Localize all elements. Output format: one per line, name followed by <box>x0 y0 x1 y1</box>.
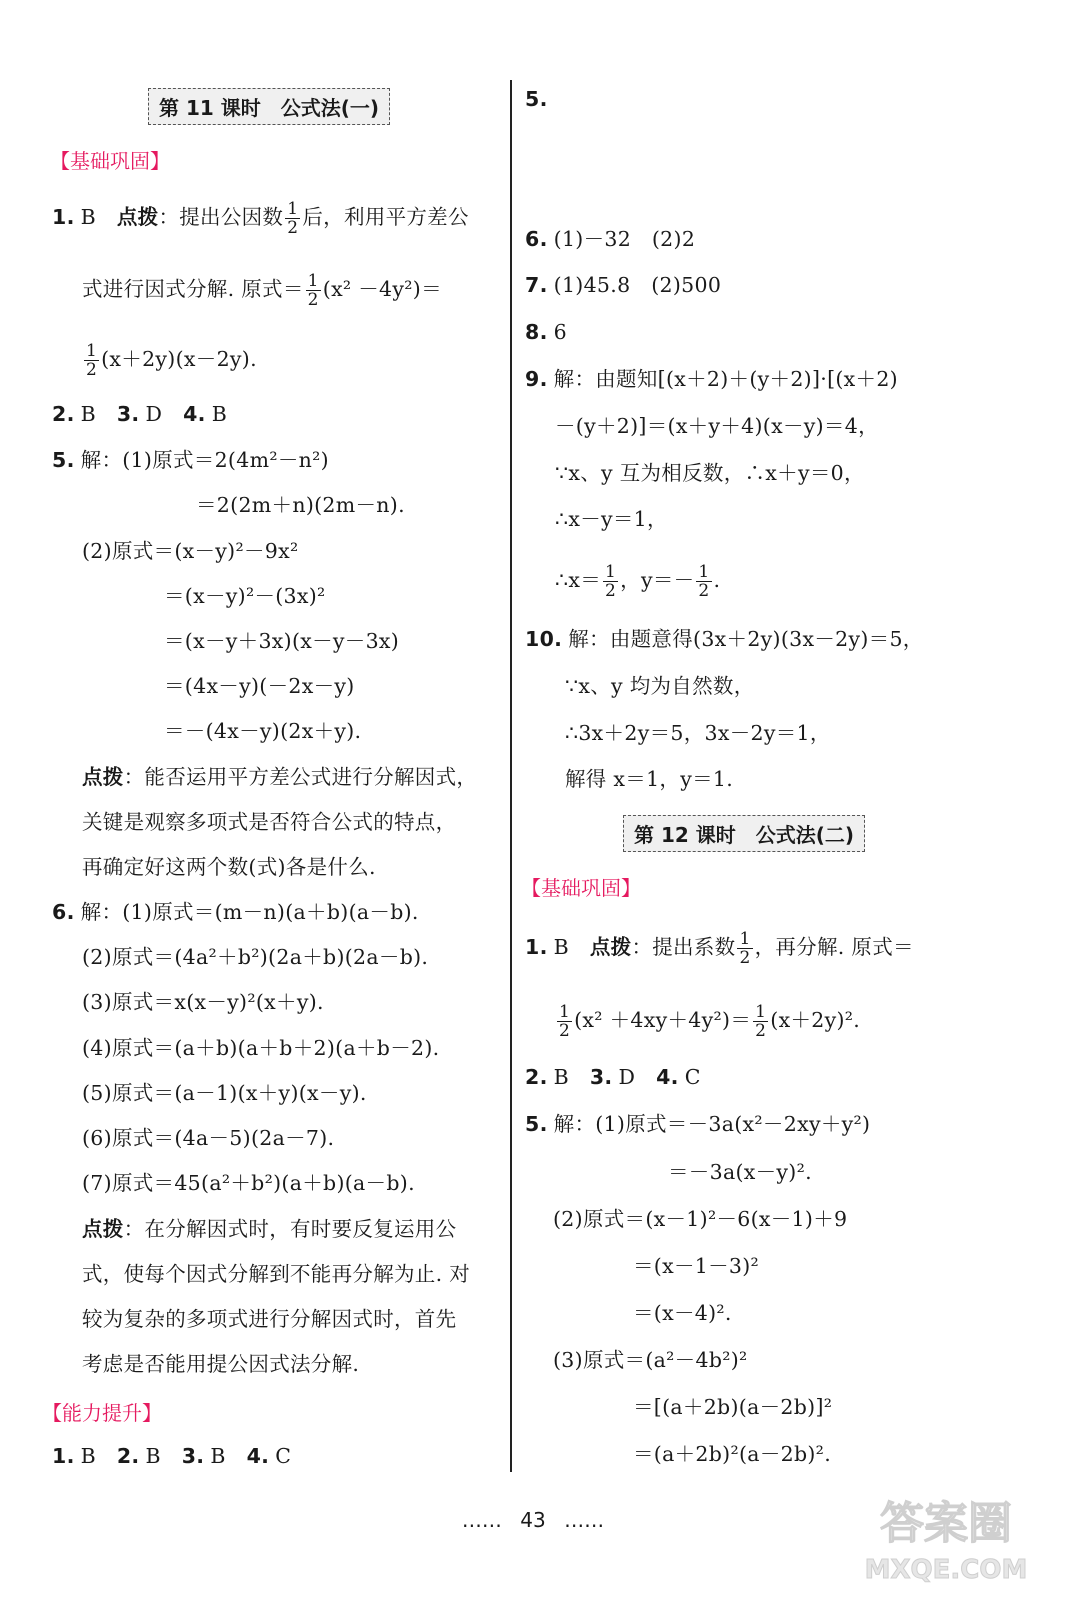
tip-label: 点拨 <box>116 205 159 229</box>
question-number: 1. <box>525 935 548 959</box>
footer-dots-left: …… <box>461 1508 502 1532</box>
question-number: 2. <box>52 402 75 426</box>
r-q9-line-1 <box>525 365 898 393</box>
text: (x＋2y)(x－2y). <box>101 347 257 371</box>
answer: B <box>80 1444 97 1468</box>
r-q5-line-1 <box>525 85 554 113</box>
numerator: 1 <box>605 562 617 582</box>
question-number: 2. <box>116 1444 140 1468</box>
r-q1-line-1 <box>525 930 914 967</box>
fraction <box>696 563 711 600</box>
question-number: 4. <box>246 1444 270 1468</box>
q6-line-7: (7)原式＝45(a²＋b²)(a＋b)(a－b). <box>82 1171 415 1195</box>
answer: B <box>80 205 117 229</box>
q6-line-4: (4)原式＝(a＋b)(a＋b＋2)(a＋b－2). <box>82 1036 440 1060</box>
denominator: 2 <box>307 290 319 310</box>
answer: B <box>553 935 590 959</box>
question-number: 8. <box>525 320 548 344</box>
denominator: 2 <box>698 581 710 601</box>
tip-label: 点拨 <box>589 935 632 959</box>
lesson-title-11: 第 11 课时 公式法(一) <box>148 88 390 125</box>
denominator: 2 <box>605 581 617 601</box>
answer: B <box>210 1444 226 1468</box>
advance-answers-line <box>52 1442 291 1470</box>
tip-label: 点拨 <box>82 1217 124 1241</box>
q1-line-1 <box>52 200 469 237</box>
r-q9-line-3: ∵x、y 互为相反数，∴x＋y＝0， <box>555 461 865 485</box>
answer: D <box>618 1065 636 1089</box>
denominator: 2 <box>755 1021 767 1041</box>
answer: B <box>80 402 97 426</box>
q6-tip-1 <box>82 1215 456 1243</box>
tip-label: 点拨 <box>82 765 124 789</box>
section-advance-tag: 【能力提升】 <box>42 1401 162 1425</box>
denominator: 2 <box>559 1021 571 1041</box>
text: ∴x＝ <box>555 568 602 592</box>
question-number: 3. <box>589 1065 613 1089</box>
fraction <box>84 342 99 379</box>
watermark-logo <box>846 1486 1046 1586</box>
numerator: 1 <box>755 1002 767 1022</box>
numerator: 1 <box>698 562 710 582</box>
text: (x² ＋4xy＋4y²)＝ <box>574 1008 752 1032</box>
question-number: 9. <box>525 367 548 391</box>
question-number: 6. <box>52 900 75 924</box>
text: 式进行因式分解. 原式＝ <box>82 277 304 301</box>
text: ，y＝－ <box>620 568 695 592</box>
answer: C <box>275 1444 292 1468</box>
answer: B <box>553 1065 570 1089</box>
denominator: 2 <box>739 948 751 968</box>
numerator: 1 <box>307 271 319 291</box>
q6-tip-2: 式，使每个因式分解到不能再分解为止. 对 <box>82 1262 471 1286</box>
text: (x² －4y²)＝ <box>322 277 442 301</box>
fraction <box>737 930 752 967</box>
q5-line-7: ＝－(4x－y)(2x＋y). <box>164 719 362 743</box>
text: 解：(1)原式＝－3a(x²－2xy＋y²) <box>553 1112 871 1136</box>
footer-dots-right: …… <box>564 1508 605 1532</box>
text: 解：由题意得(3x＋2y)(3x－2y)＝5， <box>568 627 924 651</box>
q6-line-5: (5)原式＝(a－1)(x＋y)(x－y). <box>82 1081 367 1105</box>
numerator: 1 <box>559 1002 571 1022</box>
r-q7-line <box>525 271 721 299</box>
question-number: 10. <box>525 627 563 651</box>
q5-line-5: ＝(x－y＋3x)(x－y－3x) <box>164 629 400 653</box>
q1-line-2 <box>82 272 442 309</box>
question-number: 1. <box>52 1444 75 1468</box>
text: 6 <box>553 320 567 344</box>
q1-line-3 <box>82 342 257 379</box>
r-q5b-line-1 <box>525 1110 870 1138</box>
question-number: 3. <box>181 1444 205 1468</box>
text: ：在分解因式时，有时要反复运用公 <box>123 1217 457 1241</box>
q5-line-1 <box>52 446 329 474</box>
page-number: 43 <box>520 1508 546 1532</box>
r-q5b-line-7: ＝[(a＋2b)(a－2b)]² <box>633 1395 833 1419</box>
q5-line-2: ＝2(2m＋n)(2m－n). <box>196 493 405 517</box>
svg-text:MXQE.COM: MXQE.COM <box>864 1555 1028 1585</box>
numerator: 1 <box>86 341 98 361</box>
text: ：提出公因数 <box>158 205 284 229</box>
section-basic-tag-2: 【基础巩固】 <box>521 876 641 900</box>
question-number: 2. <box>525 1065 548 1089</box>
text: (1)45.8 (2)500 <box>553 273 722 297</box>
question-number: 3. <box>116 402 140 426</box>
q5-line-3: (2)原式＝(x－y)²－9x² <box>82 539 299 563</box>
answer: B <box>211 402 228 426</box>
r-q5b-line-3: (2)原式＝(x－1)²－6(x－1)＋9 <box>553 1207 848 1231</box>
r-q5b-line-2: ＝－3a(x－y)². <box>668 1160 812 1184</box>
text: ：能否运用平方差公式进行分解因式， <box>123 765 478 789</box>
numerator: 1 <box>287 199 299 219</box>
r-q8-line <box>525 318 567 346</box>
denominator: 2 <box>86 360 98 380</box>
r-q1-line-2 <box>555 1003 860 1040</box>
q6-line-3: (3)原式＝x(x－y)²(x＋y). <box>82 990 324 1014</box>
q6-tip-3: 较为复杂的多项式进行分解因式时，首先 <box>82 1307 457 1331</box>
lesson-title-12: 第 12 课时 公式法(二) <box>623 815 865 852</box>
text: ，再分解. 原式＝ <box>754 935 914 959</box>
r-q9-line-5 <box>555 563 720 600</box>
fraction <box>557 1003 572 1040</box>
answer: D <box>145 402 163 426</box>
answer: B <box>145 1444 161 1468</box>
question-number: 6. <box>525 227 548 251</box>
q5-tip-2: 关键是观察多项式是否符合公式的特点， <box>82 810 457 834</box>
fraction <box>285 200 300 237</box>
text: 解：(1)原式＝(m－n)(a＋b)(a－b). <box>80 900 419 924</box>
r-q5b-line-4: ＝(x－1－3)² <box>633 1254 760 1278</box>
answer: C <box>684 1065 701 1089</box>
text: ：提出系数 <box>631 935 736 959</box>
text: (x＋2y)². <box>770 1008 861 1032</box>
r-q9-line-4: ∴x－y＝1， <box>555 507 668 531</box>
column-divider <box>510 80 512 1472</box>
question-number: 5. <box>525 87 548 111</box>
q6-line-1 <box>52 898 419 926</box>
q2-4-line <box>52 400 227 428</box>
question-number: 7. <box>525 273 548 297</box>
q5-tip-3: 再确定好这两个数(式)各是什么. <box>82 855 376 879</box>
q5-line-6: ＝(4x－y)(－2x－y) <box>164 674 355 698</box>
question-number: 4. <box>656 1065 679 1089</box>
r-q10-line-1 <box>525 625 924 653</box>
r-q10-line-4: 解得 x＝1，y＝1. <box>565 767 734 791</box>
text: 解：(1)原式＝2(4m²－n²) <box>80 448 329 472</box>
r-q2-4-line <box>525 1063 701 1091</box>
q5-line-4: ＝(x－y)²－(3x)² <box>164 584 326 608</box>
r-q5b-line-8: ＝(a＋2b)²(a－2b)². <box>633 1442 832 1466</box>
q6-line-2: (2)原式＝(4a²＋b²)(2a＋b)(2a－b). <box>82 945 429 969</box>
r-q9-line-2: －(y＋2)]＝(x＋y＋4)(x－y)＝4， <box>555 414 879 438</box>
text: (1)－32 (2)2 <box>553 227 696 251</box>
text: 解：由题知[(x＋2)＋(y＋2)]·[(x＋2) <box>553 367 898 391</box>
denominator: 2 <box>287 218 299 238</box>
text: 后，利用平方差公 <box>302 205 469 229</box>
q6-line-6: (6)原式＝(4a－5)(2a－7). <box>82 1126 335 1150</box>
numerator: 1 <box>739 929 751 949</box>
r-q5b-line-6: (3)原式＝(a²－4b²)² <box>553 1348 748 1372</box>
section-basic-tag: 【基础巩固】 <box>50 149 170 173</box>
r-q5b-line-5: ＝(x－4)². <box>633 1301 732 1325</box>
text: . <box>713 568 721 592</box>
fraction <box>306 272 321 309</box>
fraction <box>603 563 618 600</box>
question-number: 5. <box>525 1112 548 1136</box>
q5-tip-1 <box>82 763 477 791</box>
r-q6-line <box>525 225 695 253</box>
q6-tip-4: 考虑是否能用提公因式法分解. <box>82 1352 360 1376</box>
fraction <box>753 1003 768 1040</box>
question-number: 4. <box>183 402 206 426</box>
question-number: 1. <box>52 205 75 229</box>
question-number: 5. <box>52 448 75 472</box>
svg-text:答案圈: 答案圈 <box>880 1498 1012 1549</box>
r-q10-line-2: ∵x、y 均为自然数， <box>565 674 755 698</box>
r-q10-line-3: ∴3x＋2y＝5，3x－2y＝1， <box>565 721 831 745</box>
